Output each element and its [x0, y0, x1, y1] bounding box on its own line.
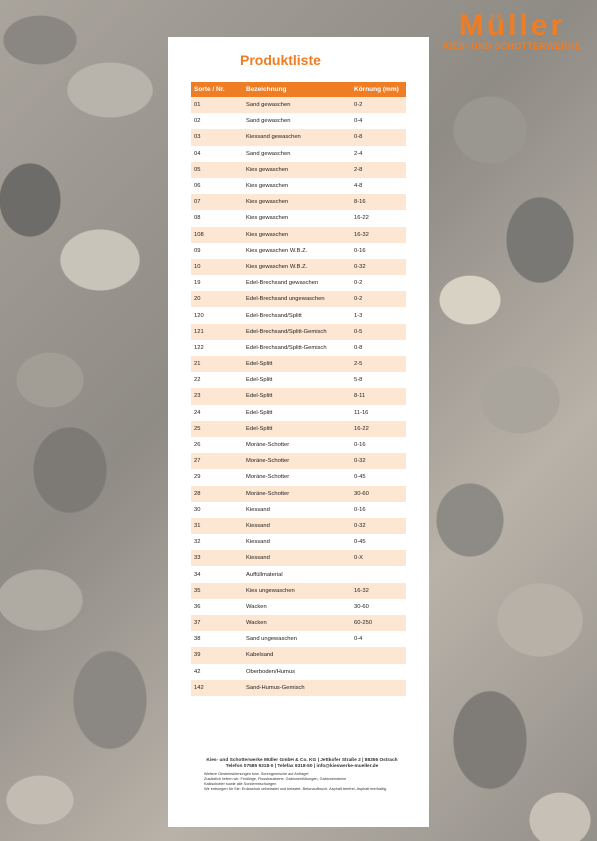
cell-sorte: 31: [191, 518, 243, 534]
cell-koernung: 0-4: [351, 113, 406, 129]
cell-sorte: 32: [191, 534, 243, 550]
cell-sorte: 28: [191, 486, 243, 502]
cell-sorte: 29: [191, 469, 243, 485]
cell-bezeichnung: Sand gewaschen: [243, 97, 351, 113]
table-row: [191, 534, 406, 550]
table-row: [191, 210, 406, 226]
footer-address: Kies- und Schotterwerke Müller GmbH & Co. KG | Jettkofer Straße 2 | 88356 Ostrach: [206, 758, 398, 763]
footer-fine-line: Wir entsorgen für Sie: Erdaushub unbelastet und belastet, Betonaufbruch, Asphalt teerfrei, Asphalt teerhaltig.: [204, 787, 387, 791]
cell-koernung: 16-22: [351, 421, 406, 437]
table-row: [191, 566, 406, 582]
cell-sorte: 35: [191, 583, 243, 599]
cell-koernung: 0-32: [351, 518, 406, 534]
cell-koernung: 8-16: [351, 194, 406, 210]
cell-koernung: 4-8: [351, 178, 406, 194]
cell-sorte: 121: [191, 324, 243, 340]
cell-sorte: 05: [191, 162, 243, 178]
table-row: [191, 647, 406, 663]
cell-sorte: 36: [191, 599, 243, 615]
cell-bezeichnung: Kies gewaschen: [243, 162, 351, 178]
cell-koernung: 0-8: [351, 340, 406, 356]
cell-sorte: 39: [191, 647, 243, 663]
table-row: [191, 631, 406, 647]
footer: [192, 758, 412, 792]
table-row: [191, 146, 406, 162]
page-title: Produktliste: [240, 52, 321, 68]
cell-bezeichnung: Sand-Humus-Gemisch: [243, 680, 351, 696]
footer-fine-print: [192, 772, 412, 792]
cell-koernung: 0-32: [351, 453, 406, 469]
cell-bezeichnung: Kies gewaschen: [243, 210, 351, 226]
cell-bezeichnung: Kiessand: [243, 518, 351, 534]
cell-sorte: 09: [191, 243, 243, 259]
table-row: [191, 340, 406, 356]
cell-koernung: 0-16: [351, 243, 406, 259]
cell-bezeichnung: Kies gewaschen: [243, 194, 351, 210]
cell-koernung: [351, 647, 406, 663]
cell-bezeichnung: Kies gewaschen W.B.Z.: [243, 259, 351, 275]
cell-bezeichnung: Kies gewaschen: [243, 178, 351, 194]
cell-bezeichnung: Edel-Brechsand/Splitt-Gemisch: [243, 324, 351, 340]
footer-fine-line: Zusätzlich liefern wir: Findlinge, Flussbausteine, Gabionenfüllungen, Gabionensteine: [204, 777, 347, 781]
cell-bezeichnung: Edel-Brechsand/Splitt: [243, 307, 351, 323]
cell-bezeichnung: Edel-Splitt: [243, 405, 351, 421]
cell-sorte: 27: [191, 453, 243, 469]
table-row: [191, 356, 406, 372]
cell-sorte: 142: [191, 680, 243, 696]
cell-bezeichnung: Kiessand: [243, 502, 351, 518]
cell-bezeichnung: Oberboden/Humus: [243, 664, 351, 680]
cell-koernung: 16-22: [351, 210, 406, 226]
cell-koernung: 11-16: [351, 405, 406, 421]
table-row: [191, 469, 406, 485]
cell-koernung: 0-2: [351, 275, 406, 291]
cell-sorte: 108: [191, 227, 243, 243]
cell-bezeichnung: Sand gewaschen: [243, 146, 351, 162]
table-row: [191, 129, 406, 145]
cell-koernung: 1-3: [351, 307, 406, 323]
table-row: [191, 599, 406, 615]
cell-sorte: 22: [191, 372, 243, 388]
cell-sorte: 26: [191, 437, 243, 453]
cell-koernung: 2-4: [351, 146, 406, 162]
cell-bezeichnung: Kies gewaschen: [243, 227, 351, 243]
table-row: [191, 194, 406, 210]
table-row: [191, 550, 406, 566]
cell-koernung: 0-16: [351, 502, 406, 518]
cell-bezeichnung: Sand ungewaschen: [243, 631, 351, 647]
cell-bezeichnung: Edel-Brechsand gewaschen: [243, 275, 351, 291]
cell-koernung: 5-8: [351, 372, 406, 388]
table-row: [191, 615, 406, 631]
table-row: [191, 453, 406, 469]
cell-sorte: 120: [191, 307, 243, 323]
cell-sorte: 38: [191, 631, 243, 647]
table-row: [191, 518, 406, 534]
table-row: [191, 502, 406, 518]
cell-sorte: 07: [191, 194, 243, 210]
cell-sorte: 06: [191, 178, 243, 194]
cell-sorte: 20: [191, 291, 243, 307]
table-row: [191, 583, 406, 599]
column-header-bezeichnung: Bezeichnung: [243, 82, 351, 97]
cell-koernung: 0-45: [351, 469, 406, 485]
footer-contact: Telefon 07585 9318-0 | Telefax 9318-50 | info@kieswerke-mueller.de: [225, 764, 379, 769]
cell-koernung: 0-45: [351, 534, 406, 550]
cell-bezeichnung: Moräne-Schotter: [243, 486, 351, 502]
footer-fine-line: Kalkschotter sowie alle Sondermischungen: [204, 782, 277, 786]
cell-koernung: 0-32: [351, 259, 406, 275]
cell-koernung: 16-32: [351, 583, 406, 599]
cell-bezeichnung: Wacken: [243, 599, 351, 615]
cell-bezeichnung: Edel-Brechsand ungewaschen: [243, 291, 351, 307]
table-row: [191, 291, 406, 307]
cell-koernung: 60-250: [351, 615, 406, 631]
table-row: [191, 162, 406, 178]
table-row: [191, 307, 406, 323]
cell-koernung: 0-5: [351, 324, 406, 340]
table-row: [191, 486, 406, 502]
cell-bezeichnung: Moräne-Schotter: [243, 437, 351, 453]
cell-koernung: 0-8: [351, 129, 406, 145]
product-table: [191, 82, 406, 696]
cell-sorte: 10: [191, 259, 243, 275]
cell-bezeichnung: Edel-Splitt: [243, 421, 351, 437]
cell-koernung: 2-8: [351, 162, 406, 178]
cell-bezeichnung: Edel-Splitt: [243, 372, 351, 388]
cell-bezeichnung: Kabelsand: [243, 647, 351, 663]
cell-bezeichnung: Kiessand gewaschen: [243, 129, 351, 145]
brand-subtitle: KIES- UND SCHOTTERWERKE: [442, 41, 582, 51]
cell-koernung: 30-60: [351, 486, 406, 502]
cell-sorte: 33: [191, 550, 243, 566]
brand-name: Müller: [458, 9, 566, 42]
table-row: [191, 421, 406, 437]
cell-koernung: [351, 664, 406, 680]
table-row: [191, 243, 406, 259]
table-row: [191, 372, 406, 388]
cell-sorte: 30: [191, 502, 243, 518]
cell-bezeichnung: Edel-Splitt: [243, 356, 351, 372]
table-row: [191, 388, 406, 404]
brand-logo: [431, 9, 593, 51]
table-row: [191, 405, 406, 421]
cell-sorte: 42: [191, 664, 243, 680]
cell-koernung: [351, 566, 406, 582]
cell-bezeichnung: Kiessand: [243, 550, 351, 566]
cell-koernung: [351, 680, 406, 696]
cell-sorte: 21: [191, 356, 243, 372]
cell-bezeichnung: Sand gewaschen: [243, 113, 351, 129]
footer-fine-line: Weitere Gesteinskörnungen bzw. Sorengemische auf Anfrage!: [204, 772, 309, 776]
cell-bezeichnung: Moräne-Schotter: [243, 453, 351, 469]
column-header-sorte: Sorte / Nr.: [191, 82, 243, 97]
cell-sorte: 37: [191, 615, 243, 631]
table-header-row: [191, 82, 406, 97]
table-body: [191, 97, 406, 696]
table-row: [191, 437, 406, 453]
cell-sorte: 24: [191, 405, 243, 421]
table-row: [191, 227, 406, 243]
cell-sorte: 25: [191, 421, 243, 437]
table-row: [191, 324, 406, 340]
cell-koernung: 0-X: [351, 550, 406, 566]
cell-bezeichnung: Auffüllmaterial: [243, 566, 351, 582]
cell-sorte: 34: [191, 566, 243, 582]
cell-sorte: 08: [191, 210, 243, 226]
cell-koernung: 0-4: [351, 631, 406, 647]
cell-bezeichnung: Kies gewaschen W.B.Z.: [243, 243, 351, 259]
column-header-koernung: Körnung (mm): [351, 82, 406, 97]
cell-koernung: 2-5: [351, 356, 406, 372]
cell-sorte: 01: [191, 97, 243, 113]
cell-bezeichnung: Wacken: [243, 615, 351, 631]
cell-sorte: 02: [191, 113, 243, 129]
table-row: [191, 178, 406, 194]
table-row: [191, 680, 406, 696]
cell-sorte: 03: [191, 129, 243, 145]
cell-koernung: 0-16: [351, 437, 406, 453]
cell-bezeichnung: Kies ungewaschen: [243, 583, 351, 599]
table-row: [191, 97, 406, 113]
cell-koernung: 8-11: [351, 388, 406, 404]
cell-koernung: 0-2: [351, 97, 406, 113]
cell-sorte: 19: [191, 275, 243, 291]
cell-bezeichnung: Moräne-Schotter: [243, 469, 351, 485]
cell-sorte: 23: [191, 388, 243, 404]
cell-koernung: 0-2: [351, 291, 406, 307]
table-row: [191, 259, 406, 275]
table-row: [191, 275, 406, 291]
cell-bezeichnung: Edel-Brechsand/Splitt-Gemisch: [243, 340, 351, 356]
table-row: [191, 664, 406, 680]
cell-bezeichnung: Edel-Splitt: [243, 388, 351, 404]
cell-sorte: 122: [191, 340, 243, 356]
cell-koernung: 30-60: [351, 599, 406, 615]
cell-koernung: 16-32: [351, 227, 406, 243]
cell-bezeichnung: Kiessand: [243, 534, 351, 550]
table-row: [191, 113, 406, 129]
cell-sorte: 04: [191, 146, 243, 162]
